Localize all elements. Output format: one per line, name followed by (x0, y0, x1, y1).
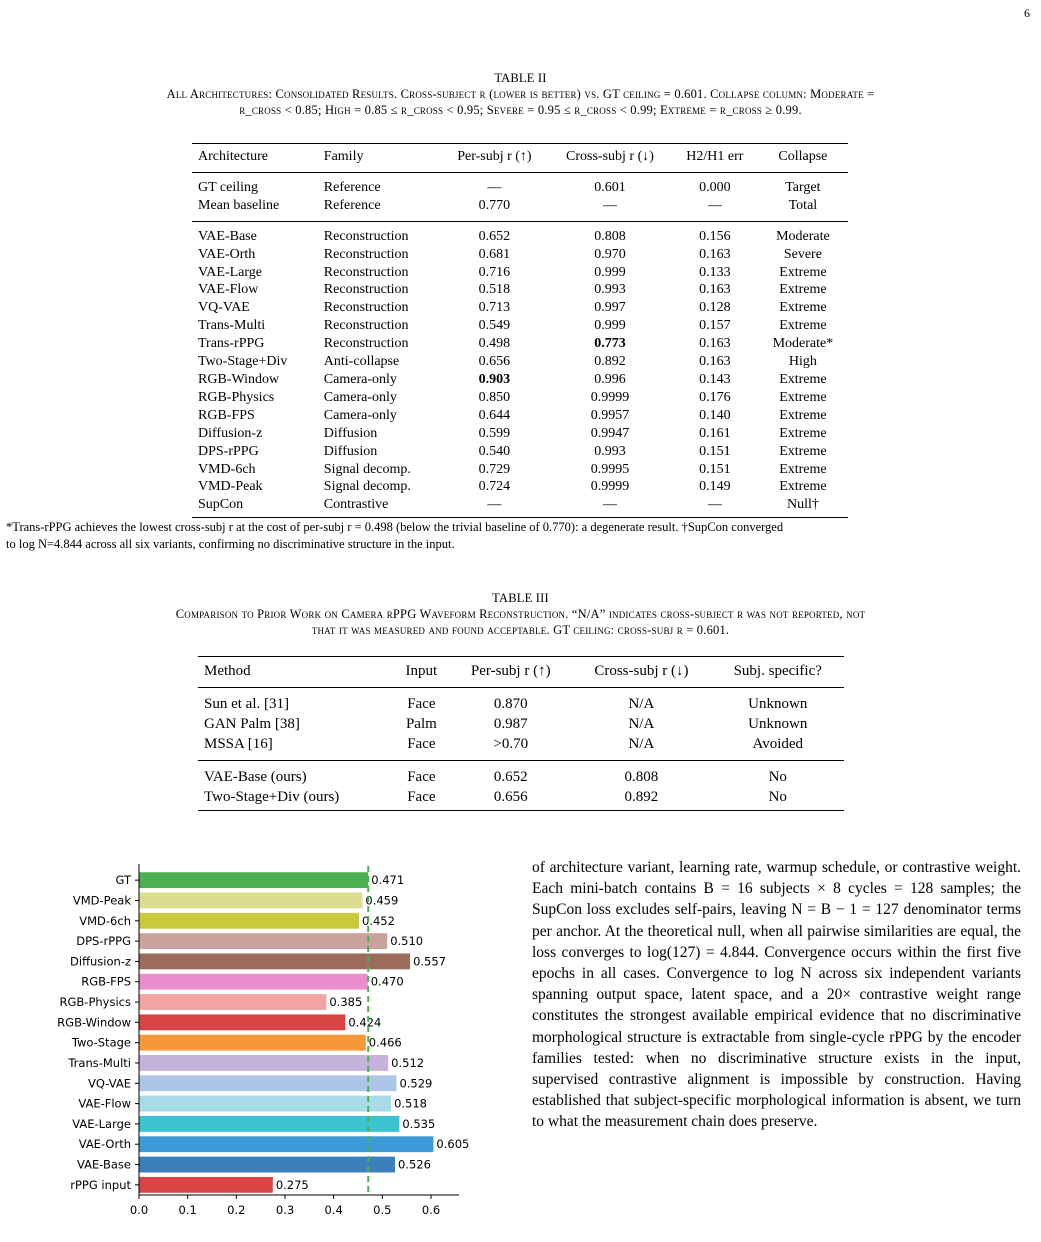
table2-caption (0, 70, 1041, 118)
table-row (192, 246, 848, 264)
table-cell: Two-Stage+Div (ours) (204, 789, 340, 805)
table-cell: Extreme (779, 443, 827, 459)
data-label: 0.518 (394, 1096, 428, 1111)
table-cell: 0.518 (478, 282, 511, 298)
table-cell: 0.176 (699, 389, 731, 405)
table3-caption (0, 590, 1041, 638)
data-label: 0.385 (329, 995, 363, 1010)
table-cell: 0.549 (478, 318, 511, 334)
data-label: 0.275 (275, 1177, 309, 1192)
table3-header-cell: Per-subj r (↑) (470, 663, 551, 679)
table-cell: No (768, 769, 787, 785)
table-cell: Reconstruction (323, 228, 409, 244)
table-cell: Face (407, 789, 436, 805)
table2-header-cell: H2/H1 err (686, 149, 744, 164)
table-cell: 0.151 (699, 461, 731, 477)
category-tick-label: DPS-rPPG (76, 934, 131, 949)
data-label: 0.535 (402, 1116, 436, 1131)
table-cell: 0.128 (699, 300, 731, 316)
table-cell: 0.163 (699, 336, 731, 352)
table-cell: Reference (323, 197, 381, 213)
table-cell: 0.681 (478, 246, 511, 262)
table-cell: Extreme (779, 371, 827, 387)
table-cell: 0.724 (478, 479, 511, 495)
category-tick-label: RGB-Window (57, 1015, 131, 1030)
table-cell: VAE-Flow (198, 282, 259, 298)
bar (139, 1035, 366, 1051)
table-cell: 0.540 (478, 443, 511, 459)
table2-header-cell: Architecture (198, 149, 268, 164)
bar-chart (0, 858, 520, 1242)
table-cell: 0.808 (624, 769, 659, 785)
table-cell: 0.993 (594, 282, 626, 298)
table-cell: Extreme (779, 479, 827, 495)
x-tick-label: 0.4 (324, 1203, 343, 1217)
table-cell: 0.713 (478, 300, 511, 316)
table-cell: 0.000 (699, 179, 731, 195)
table-cell: Moderate* (772, 336, 834, 352)
table-cell: 0.656 (478, 354, 511, 370)
table2-header-cell: Family (323, 149, 364, 164)
table-cell: 0.652 (493, 769, 528, 785)
table-cell: N/A (628, 716, 655, 732)
bar (139, 994, 326, 1010)
table-cell: 0.903 (478, 371, 511, 387)
bar (139, 1136, 433, 1152)
bar (139, 893, 362, 909)
table-cell: Diffusion-z (198, 425, 263, 441)
table-cell: Signal decomp. (323, 461, 411, 477)
table-cell: RGB-Physics (198, 389, 275, 405)
category-tick-label: VAE-Orth (78, 1137, 131, 1152)
table-cell: Reconstruction (323, 264, 409, 280)
table-cell: 0.163 (699, 246, 731, 262)
table-row (192, 221, 848, 245)
table-cell: 0.997 (594, 300, 626, 316)
table-cell: Unknown (748, 696, 808, 712)
x-tick-label: 0.6 (421, 1203, 441, 1217)
table2-caption-line1: All Architectures: Consolidated Results. Cross-subject r (lower is better) vs. GT ceiling = 0.601. Collapse column: Moderate = (166, 87, 875, 101)
category-tick-label: GT (115, 873, 131, 888)
table-cell: GAN Palm [38] (204, 716, 300, 732)
table3-caption-line2: that it was measured and found acceptable. GT ceiling: cross-subj r = 0.601. (311, 623, 730, 637)
data-label: 0.459 (365, 893, 399, 908)
table-cell: Palm (405, 716, 437, 732)
table-row (198, 761, 844, 788)
table-row (192, 371, 848, 389)
table-row (192, 172, 848, 196)
table-cell: Camera-only (323, 371, 397, 387)
table-cell: Mean baseline (198, 197, 280, 213)
table-cell: VAE-Base (ours) (204, 769, 307, 785)
table-cell: Camera-only (323, 407, 397, 423)
table3-header-cell: Subj. specific? (733, 663, 822, 679)
table-cell: Extreme (779, 264, 827, 280)
bar (139, 1075, 396, 1091)
page-number: 6 (1024, 6, 1030, 20)
data-label: 0.466 (368, 1035, 402, 1050)
table-row (198, 734, 844, 761)
table-cell: Null† (786, 497, 819, 513)
table-cell: 0.892 (594, 354, 626, 370)
table-cell: 0.987 (493, 716, 528, 732)
table3-header-cell: Input (405, 663, 438, 679)
table-cell: Face (407, 696, 436, 712)
table-row (198, 714, 844, 734)
table-cell: VQ-VAE (198, 300, 250, 316)
table-cell: High (788, 354, 817, 370)
table-cell: 0.9995 (590, 461, 630, 477)
table-cell: 0.140 (699, 407, 731, 423)
table-cell: VMD-6ch (198, 461, 256, 477)
table2-caption-line2: r_cross < 0.85; High = 0.85 ≤ r_cross < 0.95; Severe = 0.95 ≤ r_cross < 0.99; Extreme = r_cross ≥ 0.99. (239, 103, 802, 117)
table-cell: 0.729 (478, 461, 511, 477)
table2 (192, 143, 848, 518)
table-cell: 0.808 (594, 228, 626, 244)
table-cell: No (768, 789, 787, 805)
table-cell: Extreme (779, 300, 827, 316)
table2-footnote-line1: *Trans-rPPG achieves the lowest cross-subj r at the cost of per-subj r = 0.498 (below the trivial baseline of 0.770): a degenerate result. †SupCon converged (6, 520, 784, 534)
table-cell: Target (785, 179, 821, 195)
data-label: 0.471 (371, 873, 405, 888)
bar (139, 974, 368, 990)
table-cell: Face (407, 736, 436, 752)
table-cell: N/A (628, 736, 655, 752)
bar (139, 1096, 391, 1112)
data-label: 0.526 (397, 1157, 431, 1172)
category-tick-label: Diffusion-z (70, 954, 131, 969)
data-label: 0.529 (399, 1076, 433, 1091)
table2-footnote (6, 519, 1036, 553)
table-cell: RGB-Window (198, 371, 280, 387)
table-cell: Reconstruction (323, 300, 409, 316)
table-cell: 0.970 (594, 246, 626, 262)
table2-footnote-line2: to log N=4.844 across all six variants, confirming no discriminative structure in the input. (6, 537, 455, 551)
table3-header-cell: Method (204, 663, 251, 679)
table-row (192, 478, 848, 496)
data-label: 0.452 (361, 913, 395, 928)
table-cell: 0.656 (493, 789, 528, 805)
table-row (192, 197, 848, 221)
bar (139, 1055, 388, 1071)
category-tick-label: VAE-Flow (78, 1096, 131, 1111)
table-cell: 0.892 (624, 789, 659, 805)
table-cell: Severe (783, 246, 822, 262)
table-cell: 0.773 (594, 336, 626, 352)
table-cell: 0.9999 (590, 389, 630, 405)
x-tick-label: 0.1 (178, 1203, 197, 1217)
table2-header-cell: Per-subj r (↑) (457, 149, 532, 164)
table-cell: >0.70 (493, 736, 529, 752)
table-cell: Extreme (779, 282, 827, 298)
table-row (192, 335, 848, 353)
bar (139, 913, 359, 929)
table-cell: Trans-Multi (198, 318, 266, 334)
category-tick-label: Trans-Multi (68, 1055, 131, 1070)
data-label: 0.557 (413, 954, 447, 969)
table-row (198, 688, 844, 715)
x-tick-label: 0.3 (275, 1203, 295, 1217)
table-cell: — (487, 179, 502, 195)
table-cell: Face (407, 769, 436, 785)
table-row (192, 317, 848, 335)
category-tick-label: VAE-Large (72, 1116, 131, 1131)
table-cell: 0.163 (699, 282, 731, 298)
table-cell: 0.157 (699, 318, 731, 334)
table3-caption-line1: Comparison to Prior Work on Camera rPPG Waveform Reconstruction. “N/A” indicates cross-subject r was not reported, not (175, 607, 866, 621)
table-cell: 0.644 (478, 407, 511, 423)
table-cell: 0.999 (594, 318, 626, 334)
bar (139, 1116, 399, 1132)
table-cell: 0.9957 (590, 407, 630, 423)
table-row (192, 407, 848, 425)
category-tick-label: RGB-Physics (59, 995, 131, 1010)
table-row (192, 496, 848, 517)
table-cell: 0.993 (594, 443, 626, 459)
table-cell: Unknown (748, 716, 808, 732)
table-cell: Reconstruction (323, 282, 409, 298)
table-cell: VAE-Orth (198, 246, 256, 262)
table-cell: 0.770 (478, 197, 511, 213)
data-label: 0.424 (348, 1015, 382, 1030)
data-label: 0.510 (390, 934, 424, 949)
category-tick-label: VMD-6ch (79, 913, 131, 928)
table-row (192, 264, 848, 282)
table-cell: Anti-collapse (323, 354, 400, 370)
table-cell: 0.601 (594, 179, 626, 195)
table-cell: — (707, 497, 722, 513)
table-cell: Reconstruction (323, 318, 409, 334)
table-cell: Extreme (779, 318, 827, 334)
table-cell: 0.996 (594, 371, 626, 387)
table-row (192, 299, 848, 317)
table-cell: VAE-Large (198, 264, 263, 280)
table-cell: DPS-rPPG (198, 443, 259, 459)
table-cell: 0.9947 (590, 425, 630, 441)
category-tick-label: VMD-Peak (72, 893, 131, 908)
table2-header-cell: Cross-subj r (↓) (566, 149, 654, 164)
table-cell: 0.498 (478, 336, 511, 352)
table-cell: Extreme (779, 389, 827, 405)
table-row (192, 389, 848, 407)
table-row (192, 425, 848, 443)
x-tick-label: 0.2 (227, 1203, 246, 1217)
table-cell: 0.149 (699, 479, 731, 495)
table-cell: — (602, 497, 617, 513)
table-cell: — (602, 197, 617, 213)
table-row (192, 353, 848, 371)
bar (139, 953, 410, 969)
table-cell: GT ceiling (198, 179, 259, 195)
category-tick-label: RGB-FPS (81, 974, 131, 989)
table-cell: Reference (323, 179, 381, 195)
table-cell: Total (788, 197, 818, 213)
table-cell: Avoided (752, 736, 804, 752)
table-cell: Reconstruction (323, 336, 409, 352)
x-tick-label: 0.0 (129, 1203, 149, 1217)
table-cell: Trans-rPPG (198, 336, 265, 352)
table-cell: MSSA [16] (204, 736, 273, 752)
table-cell: Diffusion (323, 443, 378, 459)
table-cell: 0.163 (699, 354, 731, 370)
table-cell: Reconstruction (323, 246, 409, 262)
table-cell: 0.9999 (590, 479, 630, 495)
body-paragraph: of architecture variant, learning rate, warmup schedule, or contrastive weight. Each mini-batch contains B = 16 subjects × 8 cycles = 128 samples; the SupCon loss excludes self-pairs, leaving N = B − 1 = 127 denominator terms per anchor. At the theoretical null, when all pairwise similarities are equal, the loss converges to log(127) = 4.844. Convergence occurs within the first five epochs in all cases. Convergence to log N across six independent variants spanning output space, latent space, and a 20× contrastive weight range constitutes the strongest available empirical evidence that no discriminative morphological structure is extractable from single-cycle rPPG by the encoder families tested: when no discriminative structure exists in the input, supervised contrastive alignment is impossible by construction. Having established that subject-specific morphological information is absent, we turn to what the measurement chain does preserve. (532, 859, 1021, 1131)
table3 (198, 656, 844, 811)
table-row (192, 281, 848, 299)
table-cell: Contrastive (323, 497, 389, 513)
table-cell: VMD-Peak (198, 479, 263, 495)
table-cell: 0.151 (699, 443, 731, 459)
bar (139, 1157, 395, 1173)
category-tick-label: rPPG input (70, 1177, 131, 1192)
table-row (198, 787, 844, 811)
table-cell: RGB-FPS (198, 407, 255, 423)
data-label: 0.470 (370, 974, 404, 989)
table-cell: Extreme (779, 407, 827, 423)
table-cell: 0.156 (699, 228, 731, 244)
table-cell: Sun et al. [31] (204, 696, 289, 712)
table-cell: 0.133 (699, 264, 731, 280)
table-cell: Extreme (779, 425, 827, 441)
table-cell: 0.716 (478, 264, 511, 280)
table-cell: SupCon (198, 497, 244, 513)
table-cell: 0.652 (478, 228, 511, 244)
table-cell: 0.870 (493, 696, 528, 712)
table-cell: Extreme (779, 461, 827, 477)
category-tick-label: Two-Stage (71, 1035, 131, 1050)
data-label: 0.512 (391, 1055, 425, 1070)
category-tick-label: VQ-VAE (88, 1076, 131, 1091)
bar (139, 1177, 273, 1193)
bar (139, 933, 387, 949)
table3-label: TABLE III (492, 591, 549, 605)
table-row (192, 461, 848, 479)
table-cell: Signal decomp. (323, 479, 411, 495)
category-tick-label: VAE-Base (76, 1157, 131, 1172)
table-row (192, 443, 848, 461)
x-tick-label: 0.5 (373, 1203, 392, 1217)
table2-label: TABLE II (494, 71, 547, 85)
table-cell: VAE-Base (198, 228, 257, 244)
table-cell: Moderate (776, 228, 830, 244)
table-cell: 0.143 (699, 371, 731, 387)
table-cell: 0.999 (594, 264, 626, 280)
table-cell: 0.161 (699, 425, 731, 441)
table-cell: Two-Stage+Div (198, 354, 288, 370)
table-cell: Camera-only (323, 389, 397, 405)
data-label: 0.605 (436, 1137, 470, 1152)
table3-header-cell: Cross-subj r (↓) (594, 663, 689, 679)
table-cell: 0.850 (478, 389, 511, 405)
table-cell: N/A (628, 696, 655, 712)
table-cell: Diffusion (323, 425, 378, 441)
table-cell: 0.599 (478, 425, 511, 441)
table-cell: — (487, 497, 502, 513)
bar (139, 1014, 345, 1030)
table2-header-cell: Collapse (778, 149, 828, 164)
bar (139, 872, 368, 888)
table-cell: — (707, 197, 722, 213)
